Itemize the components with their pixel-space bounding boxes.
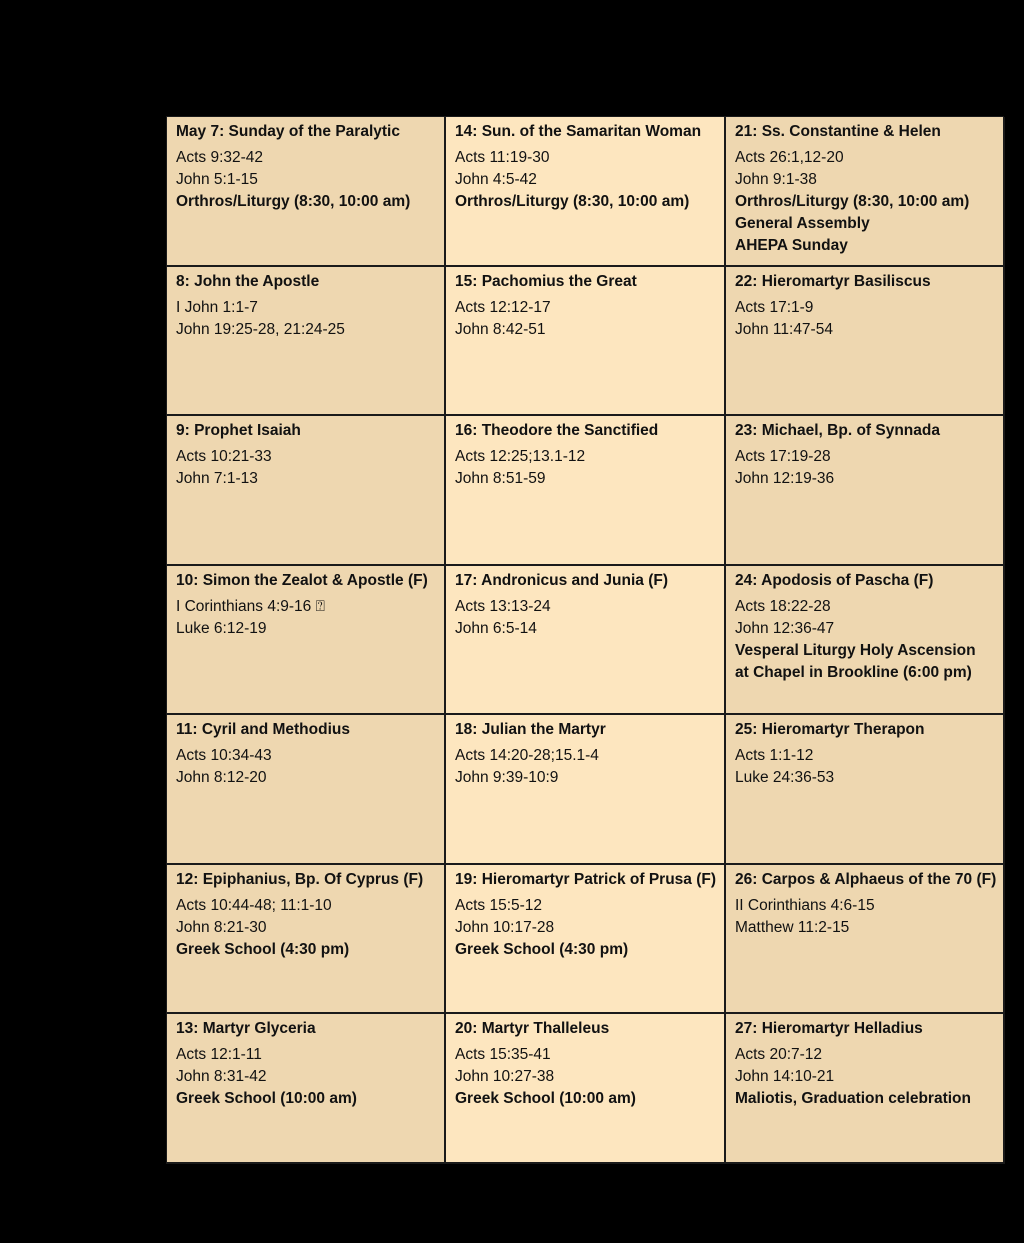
- calendar-cell: [726, 117, 1005, 267]
- event-line: Greek School (10:00 am): [455, 1090, 636, 1108]
- event-line: AHEPA Sunday: [735, 237, 848, 254]
- reading-line: Acts 14:20-28;15.1-4: [455, 747, 599, 765]
- calendar-cell: [446, 117, 726, 267]
- calendar-cell: [726, 1014, 1005, 1164]
- calendar-cell: [446, 566, 726, 716]
- calendar-cell: [167, 416, 446, 566]
- day-title: 18: Julian the Martyr: [455, 721, 606, 739]
- reading-line: Acts 17:19-28: [735, 448, 831, 466]
- day-title: 15: Pachomius the Great: [455, 272, 637, 290]
- event-line: Orthros/Liturgy (8:30, 10:00 am): [455, 193, 690, 210]
- calendar-cell: [446, 1014, 726, 1164]
- event-line: Maliotis, Graduation celebration: [735, 1090, 971, 1108]
- calendar-cell: [167, 566, 446, 716]
- day-title: 14: Sun. of the Samaritan Woman: [455, 123, 702, 140]
- reading-line: John 8:31-42: [176, 1068, 267, 1086]
- event-line: General Assembly: [735, 215, 870, 232]
- day-title: 21: Ss. Constantine & Helen: [735, 123, 941, 140]
- day-title: 22: Hieromartyr Basiliscus: [735, 272, 931, 290]
- event-line: Greek School (10:00 am): [176, 1090, 357, 1108]
- calendar-cell: [446, 267, 726, 417]
- calendar-cell: [167, 865, 446, 1015]
- reading-line: John 8:12-20: [176, 769, 267, 787]
- reading-line: John 12:36-47: [735, 619, 835, 637]
- calendar-grid: [166, 116, 1004, 1164]
- day-title: 25: Hieromartyr Therapon: [735, 721, 925, 739]
- reading-line: Acts 20:7-12: [735, 1046, 823, 1064]
- event-line: Orthros/Liturgy (8:30, 10:00 am): [176, 193, 411, 210]
- calendar-cell: [446, 715, 726, 865]
- calendar-cell: [167, 117, 446, 267]
- reading-line: Acts 26:1,12-20: [735, 149, 844, 166]
- reading-line: Acts 18:22-28: [735, 597, 831, 615]
- calendar-cell: [726, 416, 1005, 566]
- reading-line: John 9:39-10:9: [455, 769, 559, 787]
- reading-line: Acts 9:32-42: [176, 149, 264, 166]
- reading-line: Acts 10:34-43: [176, 747, 272, 765]
- reading-line: Acts 15:35-41: [455, 1046, 551, 1064]
- event-line: Orthros/Liturgy (8:30, 10:00 am): [735, 193, 970, 210]
- day-title: 8: John the Apostle: [176, 272, 320, 290]
- day-title: 24: Apodosis of Pascha (F): [735, 571, 934, 589]
- reading-line: John 5:1-15: [176, 171, 258, 188]
- reading-line: Acts 10:21-33: [176, 448, 272, 466]
- reading-line: Acts 12:1-11: [176, 1046, 262, 1064]
- day-title: 27: Hieromartyr Helladius: [735, 1020, 923, 1038]
- day-title: 10: Simon the Zealot & Apostle (F): [176, 571, 428, 589]
- reading-line: II Corinthians 4:6-15: [735, 896, 875, 914]
- reading-line: John 10:17-28: [455, 918, 555, 936]
- reading-line: John 9:1-38: [735, 171, 817, 188]
- event-line: Greek School (4:30 pm): [176, 940, 350, 958]
- reading-line: I Corinthians 4:9-16 ⍰: [176, 597, 325, 615]
- reading-line: John 11:47-54: [735, 320, 833, 338]
- reading-line: John 7:1-13: [176, 470, 258, 488]
- day-title: 17: Andronicus and Junia (F): [455, 571, 668, 589]
- reading-line: John 6:5-14: [455, 619, 537, 637]
- calendar-cell: [446, 416, 726, 566]
- reading-line: Acts 13:13-24: [455, 597, 551, 615]
- event-line: Greek School (4:30 pm): [455, 940, 629, 958]
- event-line: at Chapel in Brookline (6:00 pm): [735, 663, 972, 681]
- reading-line: Acts 12:12-17: [455, 298, 551, 316]
- reading-line: John 19:25-28, 21:24-25: [176, 320, 345, 338]
- reading-line: John 8:21-30: [176, 918, 267, 936]
- calendar-cell: [167, 267, 446, 417]
- event-line: Vesperal Liturgy Holy Ascension: [735, 641, 976, 659]
- calendar-cell: [726, 715, 1005, 865]
- reading-line: Acts 11:19-30: [455, 149, 550, 166]
- day-title: 12: Epiphanius, Bp. Of Cyprus (F): [176, 870, 424, 888]
- calendar-cell: [446, 865, 726, 1015]
- calendar-cell: [726, 566, 1005, 716]
- reading-line: Luke 24:36-53: [735, 769, 835, 787]
- day-title: 9: Prophet Isaiah: [176, 422, 301, 440]
- day-title: May 7: Sunday of the Paralytic: [176, 123, 400, 140]
- reading-line: Acts 10:44-48; 11:1-10: [176, 896, 332, 914]
- day-title: 26: Carpos & Alphaeus of the 70 (F): [735, 870, 997, 888]
- reading-line: John 8:42-51: [455, 320, 546, 338]
- reading-line: Acts 17:1-9: [735, 298, 814, 316]
- day-title: 16: Theodore the Sanctified: [455, 422, 659, 440]
- day-title: 11: Cyril and Methodius: [176, 721, 350, 739]
- day-title: 19: Hieromartyr Patrick of Prusa (F): [455, 870, 717, 888]
- reading-line: Acts 15:5-12: [455, 896, 543, 914]
- reading-line: I John 1:1-7: [176, 298, 258, 316]
- reading-line: Acts 12:25;13.1-12: [455, 448, 586, 466]
- calendar-cell: [726, 267, 1005, 417]
- reading-line: Matthew 11:2-15: [735, 918, 850, 936]
- reading-line: Luke 6:12-19: [176, 619, 267, 637]
- calendar-cell: [726, 865, 1005, 1015]
- reading-line: John 4:5-42: [455, 171, 537, 188]
- calendar-cell: [167, 715, 446, 865]
- reading-line: John 12:19-36: [735, 470, 835, 488]
- reading-line: John 8:51-59: [455, 470, 546, 488]
- reading-line: John 14:10-21: [735, 1068, 835, 1086]
- calendar-cell: [167, 1014, 446, 1164]
- day-title: 20: Martyr Thalleleus: [455, 1020, 610, 1038]
- reading-line: Acts 1:1-12: [735, 747, 814, 765]
- day-title: 13: Martyr Glyceria: [176, 1020, 316, 1038]
- reading-line: John 10:27-38: [455, 1068, 555, 1086]
- day-title: 23: Michael, Bp. of Synnada: [735, 422, 940, 440]
